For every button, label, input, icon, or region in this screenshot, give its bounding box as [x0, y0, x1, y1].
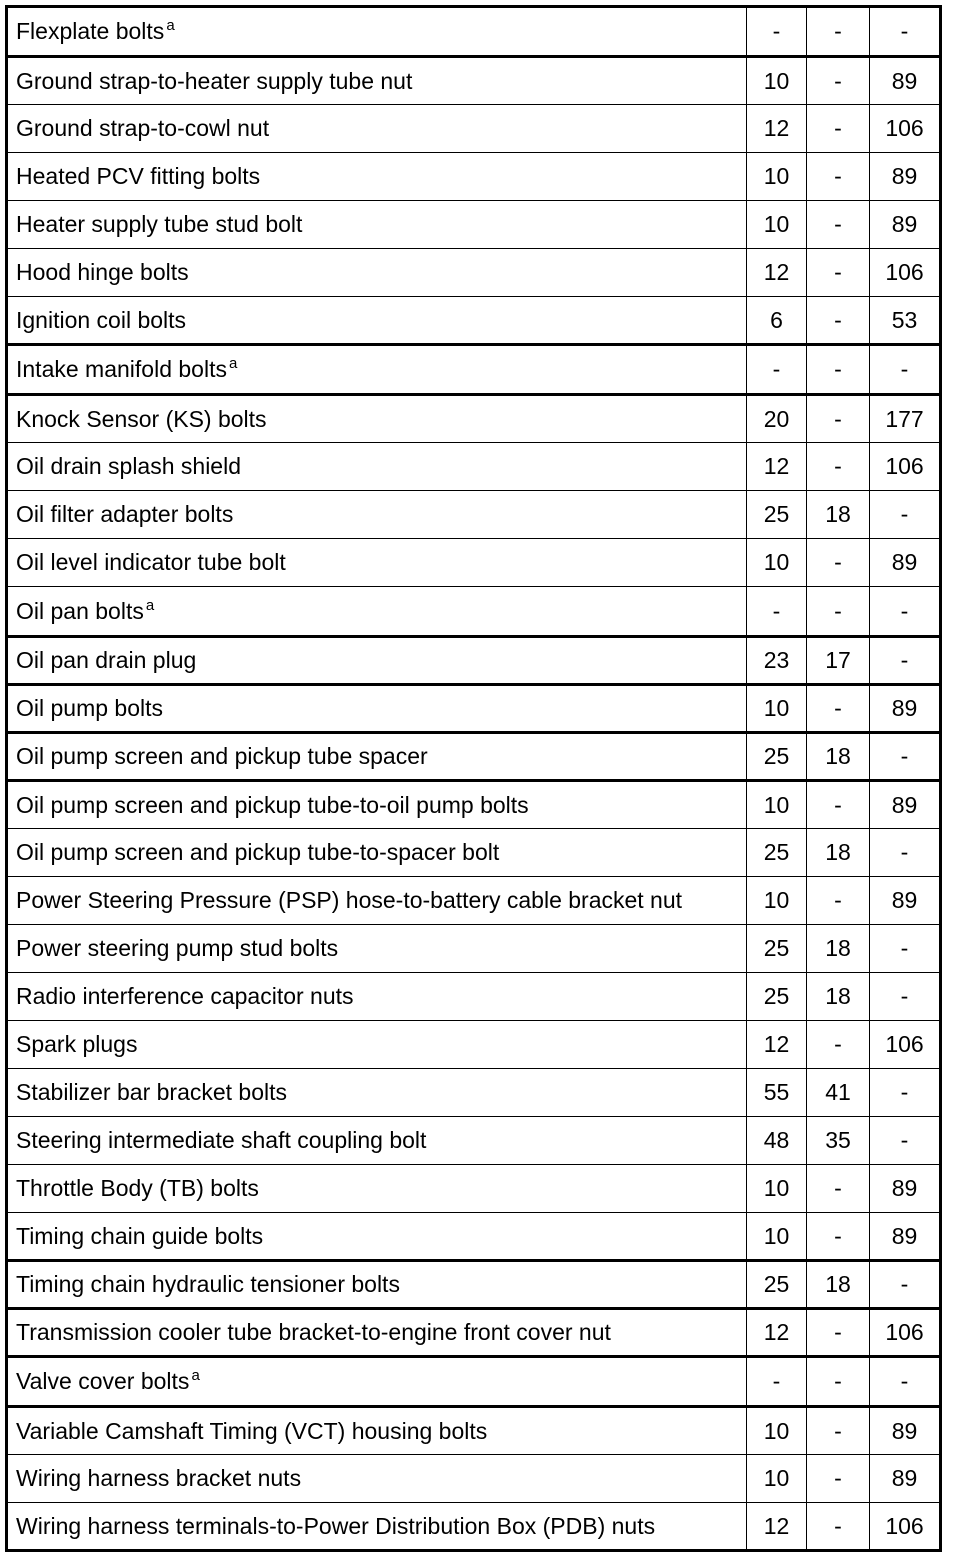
torque-lbin-cell: -: [870, 973, 941, 1021]
component-description: Oil pump screen and pickup tube spacer: [16, 743, 428, 769]
component-description: Ground strap-to-heater supply tube nut: [16, 67, 413, 94]
torque-lbin-cell: 89: [870, 539, 941, 587]
component-description: Flexplate bolts: [16, 18, 165, 44]
component-cell: [7, 539, 747, 587]
component-description: Oil drain splash shield: [16, 453, 242, 479]
component-description: Heated PCV fitting bolts: [16, 163, 261, 189]
component-cell: [7, 733, 747, 781]
torque-lbin-cell: 89: [870, 1455, 941, 1503]
torque-lbft-cell: -: [807, 1407, 870, 1455]
component-description: Oil pan drain plug: [16, 647, 197, 673]
torque-lbin-cell: 177: [870, 395, 941, 443]
torque-lbft-cell: -: [807, 297, 870, 345]
torque-lbft-cell: -: [807, 1357, 870, 1407]
component-description: Oil pump screen and pickup tube-to-spacer bolt: [16, 839, 500, 865]
torque-lbft-cell: 17: [807, 637, 870, 685]
torque-nm-cell: 48: [747, 1117, 807, 1165]
component-cell: [7, 201, 747, 249]
table-row: [7, 249, 941, 297]
table-row: [7, 973, 941, 1021]
table-row: [7, 345, 941, 395]
torque-nm-cell: 10: [747, 877, 807, 925]
torque-lbft-cell: -: [807, 781, 870, 829]
torque-lbft-cell: -: [807, 345, 870, 395]
torque-lbft-cell: -: [807, 153, 870, 201]
torque-spec-table: [5, 5, 942, 1552]
component-cell: [7, 1261, 747, 1309]
component-cell: [7, 7, 747, 57]
table-row: [7, 1503, 941, 1551]
footnote-marker: a: [228, 355, 238, 373]
table-row: [7, 781, 941, 829]
torque-nm-cell: -: [747, 1357, 807, 1407]
torque-nm-cell: 12: [747, 1021, 807, 1069]
torque-lbin-cell: -: [870, 7, 941, 57]
torque-nm-cell: 55: [747, 1069, 807, 1117]
torque-lbft-cell: -: [807, 1309, 870, 1357]
torque-nm-cell: 12: [747, 105, 807, 153]
torque-lbin-cell: -: [870, 491, 941, 539]
footnote-marker: a: [166, 17, 175, 35]
component-cell: [7, 1309, 747, 1357]
table-row: [7, 637, 941, 685]
component-cell: [7, 1357, 747, 1407]
table-row: [7, 491, 941, 539]
component-cell: [7, 443, 747, 491]
component-description: Steering intermediate shaft coupling bolt: [16, 1127, 427, 1153]
torque-nm-cell: 10: [747, 539, 807, 587]
torque-nm-cell: 25: [747, 829, 807, 877]
torque-nm-cell: 23: [747, 637, 807, 685]
torque-nm-cell: 10: [747, 1407, 807, 1455]
table-row: [7, 733, 941, 781]
component-description: Power steering pump stud bolts: [16, 935, 339, 961]
component-description: Stabilizer bar bracket bolts: [16, 1079, 288, 1105]
table-row: [7, 1407, 941, 1455]
torque-lbin-cell: -: [870, 1069, 941, 1117]
component-cell: [7, 1213, 747, 1261]
torque-lbft-cell: 18: [807, 925, 870, 973]
table-row: [7, 297, 941, 345]
component-cell: [7, 1021, 747, 1069]
torque-lbin-cell: 106: [870, 105, 941, 153]
table-row: [7, 7, 941, 57]
component-description: Spark plugs: [16, 1031, 138, 1057]
component-cell: [7, 1117, 747, 1165]
torque-nm-cell: 10: [747, 201, 807, 249]
torque-lbft-cell: -: [807, 685, 870, 733]
torque-lbft-cell: -: [807, 877, 870, 925]
torque-nm-cell: 12: [747, 249, 807, 297]
torque-lbft-cell: -: [807, 1455, 870, 1503]
component-description: Oil filter adapter bolts: [16, 501, 234, 527]
component-cell: [7, 345, 747, 395]
torque-lbin-cell: 89: [870, 877, 941, 925]
component-description: Oil pump bolts: [16, 695, 164, 721]
torque-lbft-cell: -: [807, 201, 870, 249]
component-cell: [7, 1407, 747, 1455]
torque-lbin-cell: -: [870, 733, 941, 781]
table-row: [7, 395, 941, 443]
torque-nm-cell: -: [747, 345, 807, 395]
torque-nm-cell: 6: [747, 297, 807, 345]
torque-lbin-cell: 89: [870, 685, 941, 733]
torque-nm-cell: 12: [747, 1503, 807, 1551]
torque-lbft-cell: -: [807, 7, 870, 57]
torque-lbft-cell: 35: [807, 1117, 870, 1165]
torque-lbin-cell: 53: [870, 297, 941, 345]
component-cell: [7, 491, 747, 539]
table-row: [7, 1261, 941, 1309]
component-description: Knock Sensor (KS) bolts: [16, 405, 267, 432]
table-row: [7, 1213, 941, 1261]
torque-lbft-cell: 18: [807, 733, 870, 781]
component-description: Timing chain guide bolts: [16, 1222, 264, 1249]
component-description: Hood hinge bolts: [16, 259, 189, 285]
component-cell: [7, 829, 747, 877]
table-row: [7, 1117, 941, 1165]
footnote-marker: a: [145, 596, 155, 614]
torque-lbin-cell: 89: [870, 1213, 941, 1261]
component-cell: [7, 1165, 747, 1213]
component-description: Wiring harness bracket nuts: [16, 1465, 302, 1491]
torque-lbin-cell: -: [870, 587, 941, 637]
torque-lbin-cell: 106: [870, 1021, 941, 1069]
component-cell: [7, 877, 747, 925]
torque-lbin-cell: 89: [870, 781, 941, 829]
table-row: [7, 201, 941, 249]
torque-lbin-cell: 106: [870, 249, 941, 297]
component-cell: [7, 297, 747, 345]
torque-nm-cell: -: [747, 7, 807, 57]
component-description: Ignition coil bolts: [16, 306, 187, 333]
table-row: [7, 925, 941, 973]
table-row: [7, 57, 941, 105]
component-cell: [7, 587, 747, 637]
footnote-marker: a: [191, 1367, 200, 1385]
torque-nm-cell: 20: [747, 395, 807, 443]
torque-nm-cell: -: [747, 587, 807, 637]
component-description: Oil level indicator tube bolt: [16, 549, 286, 575]
component-cell: [7, 973, 747, 1021]
torque-lbft-cell: -: [807, 1503, 870, 1551]
torque-lbin-cell: 89: [870, 201, 941, 249]
component-description: Oil pump screen and pickup tube-to-oil pump bolts: [16, 791, 529, 818]
torque-lbin-cell: -: [870, 1357, 941, 1407]
torque-lbin-cell: -: [870, 345, 941, 395]
table-row: [7, 877, 941, 925]
table-row: [7, 1309, 941, 1357]
torque-lbin-cell: 89: [870, 153, 941, 201]
torque-lbft-cell: -: [807, 1213, 870, 1261]
component-description: Throttle Body (TB) bolts: [16, 1175, 259, 1201]
torque-nm-cell: 10: [747, 1455, 807, 1503]
torque-lbft-cell: -: [807, 395, 870, 443]
component-description: Intake manifold bolts: [16, 356, 227, 382]
component-cell: [7, 105, 747, 153]
component-description: Oil pan bolts: [16, 597, 144, 624]
torque-nm-cell: 25: [747, 733, 807, 781]
component-cell: [7, 57, 747, 105]
component-description: Heater supply tube stud bolt: [16, 211, 303, 237]
component-description: Valve cover bolts: [16, 1368, 190, 1394]
torque-lbin-cell: -: [870, 1261, 941, 1309]
torque-lbin-cell: -: [870, 637, 941, 685]
torque-lbin-cell: 106: [870, 1503, 941, 1551]
torque-nm-cell: 12: [747, 1309, 807, 1357]
torque-lbft-cell: -: [807, 1165, 870, 1213]
table-row: [7, 153, 941, 201]
torque-lbft-cell: -: [807, 539, 870, 587]
torque-nm-cell: 10: [747, 1165, 807, 1213]
component-cell: [7, 1069, 747, 1117]
torque-nm-cell: 12: [747, 443, 807, 491]
component-description: Ground strap-to-cowl nut: [16, 115, 270, 141]
table-row: [7, 1165, 941, 1213]
torque-nm-cell: 10: [747, 1213, 807, 1261]
component-cell: [7, 395, 747, 443]
torque-nm-cell: 10: [747, 781, 807, 829]
component-description: Transmission cooler tube bracket-to-engine front cover nut: [16, 1319, 611, 1345]
component-cell: [7, 153, 747, 201]
torque-lbft-cell: 18: [807, 973, 870, 1021]
table-row: [7, 443, 941, 491]
table-row: [7, 829, 941, 877]
torque-spec-table-body: [7, 7, 941, 1551]
table-row: [7, 1357, 941, 1407]
torque-lbft-cell: -: [807, 105, 870, 153]
torque-lbft-cell: -: [807, 443, 870, 491]
torque-lbin-cell: 89: [870, 1407, 941, 1455]
component-description: Variable Camshaft Timing (VCT) housing bolts: [16, 1417, 488, 1444]
table-row: [7, 1069, 941, 1117]
torque-lbft-cell: -: [807, 1021, 870, 1069]
table-row: [7, 539, 941, 587]
torque-nm-cell: 10: [747, 153, 807, 201]
component-cell: [7, 637, 747, 685]
component-description: Timing chain hydraulic tensioner bolts: [16, 1271, 400, 1297]
torque-lbft-cell: -: [807, 587, 870, 637]
torque-lbin-cell: -: [870, 1117, 941, 1165]
component-description: Wiring harness terminals-to-Power Distribution Box (PDB) nuts: [16, 1512, 656, 1539]
table-row: [7, 105, 941, 153]
table-row: [7, 1455, 941, 1503]
torque-lbin-cell: -: [870, 829, 941, 877]
table-row: [7, 685, 941, 733]
component-cell: [7, 685, 747, 733]
torque-nm-cell: 25: [747, 491, 807, 539]
component-cell: [7, 925, 747, 973]
torque-nm-cell: 25: [747, 973, 807, 1021]
table-row: [7, 587, 941, 637]
torque-lbin-cell: 106: [870, 1309, 941, 1357]
torque-lbin-cell: -: [870, 925, 941, 973]
component-description: Power Steering Pressure (PSP) hose-to-battery cable bracket nut: [16, 887, 683, 913]
torque-lbft-cell: 18: [807, 491, 870, 539]
torque-nm-cell: 25: [747, 1261, 807, 1309]
torque-nm-cell: 25: [747, 925, 807, 973]
torque-lbft-cell: 18: [807, 829, 870, 877]
torque-lbin-cell: 106: [870, 443, 941, 491]
torque-lbft-cell: -: [807, 249, 870, 297]
table-row: [7, 1021, 941, 1069]
torque-lbft-cell: -: [807, 57, 870, 105]
component-cell: [7, 1503, 747, 1551]
component-description: Radio interference capacitor nuts: [16, 983, 354, 1009]
torque-nm-cell: 10: [747, 685, 807, 733]
torque-lbft-cell: 18: [807, 1261, 870, 1309]
torque-lbft-cell: 41: [807, 1069, 870, 1117]
torque-lbin-cell: 89: [870, 1165, 941, 1213]
component-cell: [7, 781, 747, 829]
torque-lbin-cell: 89: [870, 57, 941, 105]
torque-nm-cell: 10: [747, 57, 807, 105]
component-cell: [7, 1455, 747, 1503]
component-cell: [7, 249, 747, 297]
